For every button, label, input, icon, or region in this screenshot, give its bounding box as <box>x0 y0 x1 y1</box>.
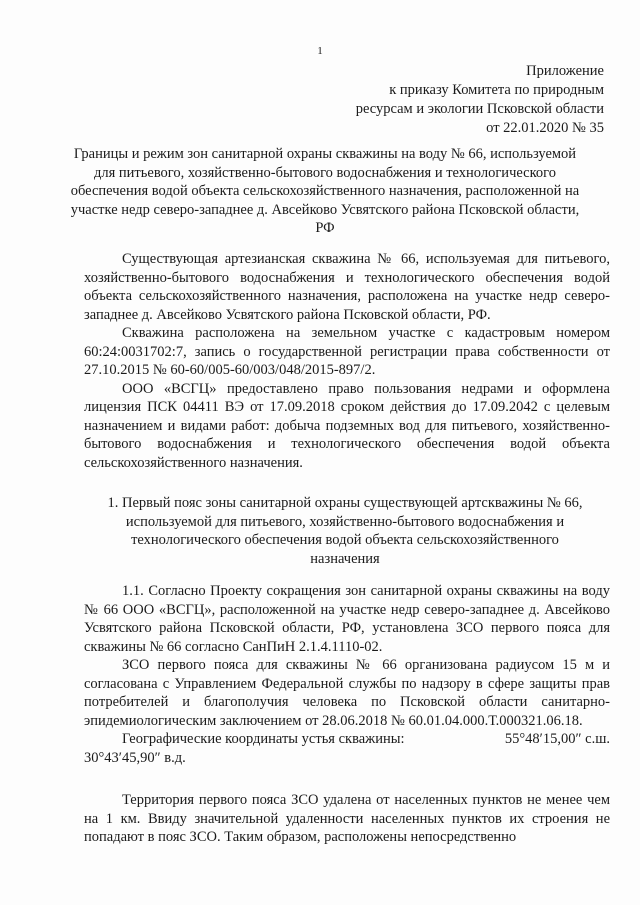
paragraph-license: ООО «ВСГЦ» предоставлено право пользования недрами и оформлена лицензия ПСК 04411 ВЭ от 17.09.2018 сроком действия до 17.09.2042 с целевым назначением и видами работ: добыча подземных вод для питьевого, хозяйственно-бытового водоснабжения и технологического обеспечения водой объекта сельскохозяйственного назначения. <box>84 380 610 471</box>
coordinates-line <box>84 730 610 749</box>
appendix-header <box>356 62 604 138</box>
page-number: 1 <box>317 45 323 57</box>
appendix-line-1: Приложение <box>526 63 604 79</box>
coordinates-longitude: 30°43′45,90″ в.д. <box>84 749 186 766</box>
section-1-heading: 1. Первый пояс зоны санитарной охраны существующей артскважины № 66, используемой для питьевого, хозяйственно-бытового водоснабжения и технологического обеспечения водой объекта сельскохозяйственного назначения <box>107 495 583 567</box>
coordinates-latitude: 55°48′15,00″ с.ш. <box>504 731 610 747</box>
appendix-line-3: ресурсам и экологии Псковской области <box>355 101 604 117</box>
appendix-line-4: от 22.01.2020 № 35 <box>486 120 604 136</box>
paragraph-territory: Территория первого пояса ЗСО удалена от населенных пунктов не менее чем на 1 км. Ввиду значительной удаленности населенных пунктов их строения не попадают в пояс ЗСО. Таким образом, расположены непосредственно <box>84 792 610 845</box>
document-title: Границы и режим зон санитарной охраны скважины на воду № 66, используемой для питьевого, хозяйственно-бытового водоснабжения и технологического обеспечения водой объекта сельскохозяйственного назначения, расположенной на участке недр северо-западнее д. Авсейково Усвятского района Псковской области, РФ <box>70 146 580 236</box>
coordinates-label: Географические координаты устья скважины: <box>122 731 405 747</box>
paragraph-land-plot: Скважина расположена на земельном участке с кадастровым номером 60:24:0031702:7, запись о государственной регистрации права собственности от 27.10.2015 № 60-60/005-60/003/048/2015-897/2. <box>84 325 610 378</box>
paragraph-well-description: Существующая артезианская скважина № 66, используемая для питьевого, хозяйственно-бытового водоснабжения и технологического обеспечения водой объекта сельскохозяйственного назначения, расположена на участке недр северо-западнее д. Авсейково Усвятского района Псковской области, РФ. <box>84 251 610 323</box>
section-1-body <box>84 582 610 847</box>
paragraph-1-1: 1.1. Согласно Проекту сокращения зон санитарной охраны скважины на воду № 66 ООО «ВСГЦ», расположенной на участке недр северо-западнее д. Авсейково Усвятского района Псковской области, РФ, установлена ЗСО первого пояса для скважины № 66 согласно СанПиН 2.1.4.1110-02. <box>84 583 610 655</box>
appendix-line-2: к приказу Комитета по природным <box>389 82 604 98</box>
intro-section <box>84 250 610 472</box>
paragraph-zone-radius: ЗСО первого пояса для скважины № 66 организована радиусом 15 м и согласована с Управлением Федеральной службы по надзору в сфере защиты прав потребителей и благополучия человека по Псковской области санитарно-эпидемиологическим заключением от 28.06.2018 № 60.01.04.000.Т.000321.06.18. <box>84 657 610 729</box>
